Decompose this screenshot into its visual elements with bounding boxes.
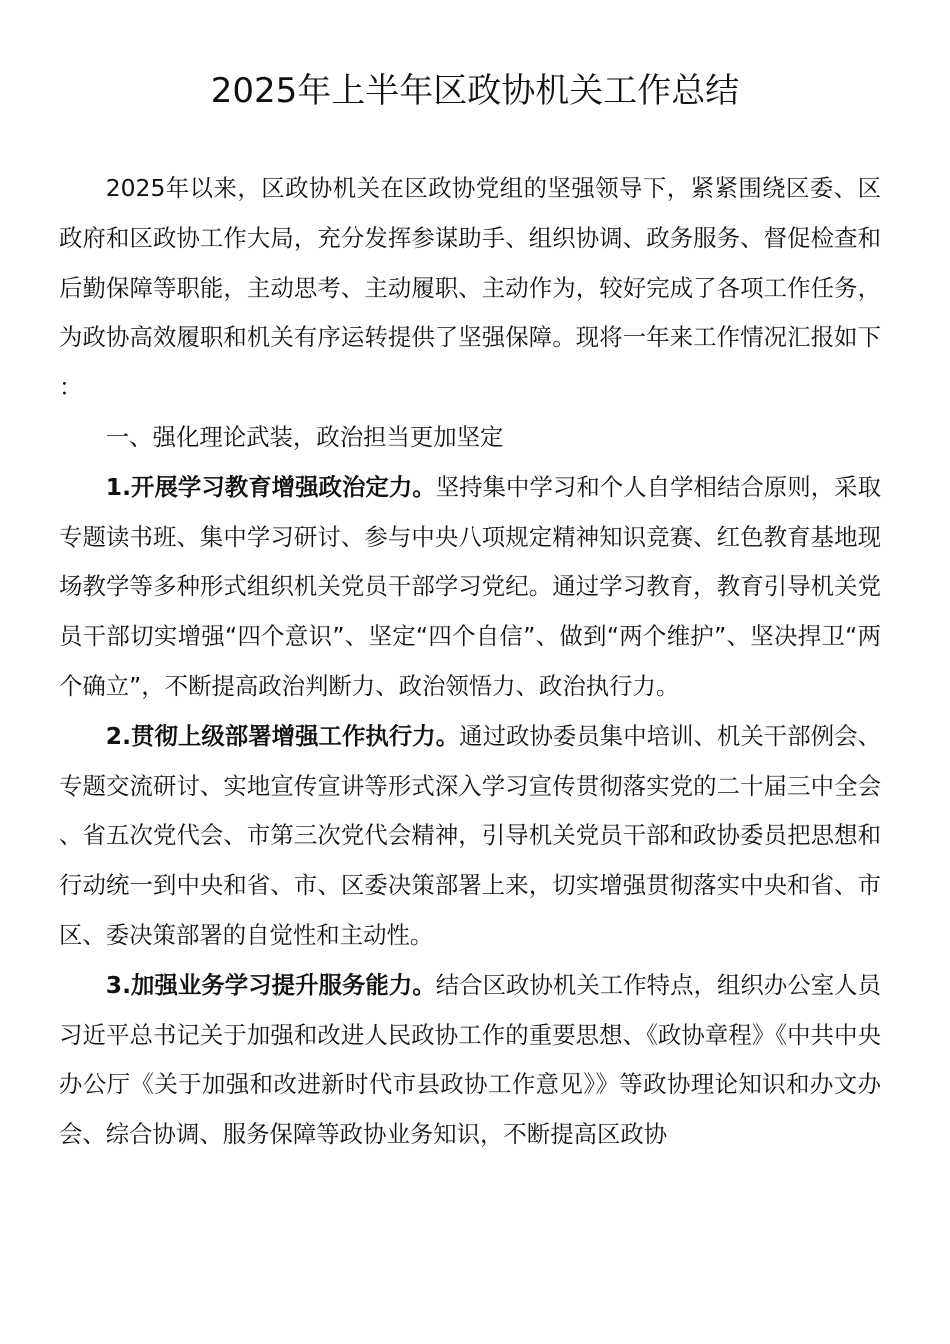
- item-paragraph-1: [59, 463, 881, 712]
- document-title: 2025年上半年区政协机关工作总结: [210, 71, 740, 111]
- item-lead: 2.贯彻上级部署增强工作执行力。: [105, 721, 460, 750]
- paragraph-text: 结合区政协机关工作特点，组织办公室人员习近平总书记关于加强和改进人民政协工作的重要思想、《政协章程》《中共中央办公厅《关于加强和改进新时代市县政协工作意见》》等政协理论知识和办文办会、综合协调、服务保障等政协业务知识，不断提高区政协: [59, 970, 882, 1149]
- paragraph-text: 通过政协委员集中培训、机关干部例会、专题交流研讨、实地宣传宣讲等形式深入学习宣传贯彻落实党的二十届三中全会、省五次党代会、市第三次党代会精神，引导机关党员干部和政协委员把思想和行动统一到中央和省、市、区委决策部署上来，切实增强贯彻落实中央和省、市区、委决策部署的自觉性和主动性。: [59, 721, 881, 949]
- paragraph-text: 坚持集中学习和个人自学相结合原则，采取专题读书班、集中学习研讨、参与中央八项规定精神知识竞赛、红色教育基地现场教学等多种形式组织机关党员干部学习党纪。通过学习教育，教育引导机关党员干部切实增强“四个意识”、坚定“四个自信”、做到“两个维护”、坚决捍卫“两个确立”，不断提高政治判断力、政治领悟力、政治执行力。: [59, 472, 882, 700]
- paragraph-text: 2025年以来，区政协机关在区政协党组的坚强领导下，紧紧围绕区委、区政府和区政协工作大局，充分发挥参谋助手、组织协调、政务服务、督促检查和后勤保障等职能，主动思考、主动履职、主动作为，较好完成了各项工作任务，为政协高效履职和机关有序运转提供了坚强保障。现将一年来工作情况汇报如下：: [59, 174, 881, 402]
- section-heading: [59, 413, 881, 463]
- intro-paragraph: [59, 164, 881, 413]
- item-lead: 1.开展学习教育增强政治定力。: [105, 472, 436, 501]
- item-lead: 3.加强业务学习提升服务能力。: [105, 970, 436, 999]
- item-paragraph-2: [59, 712, 881, 961]
- item-paragraph-3: [59, 961, 881, 1160]
- section-heading-text: 一、强化理论武装，政治担当更加坚定: [105, 422, 504, 451]
- document-body: [59, 164, 881, 1160]
